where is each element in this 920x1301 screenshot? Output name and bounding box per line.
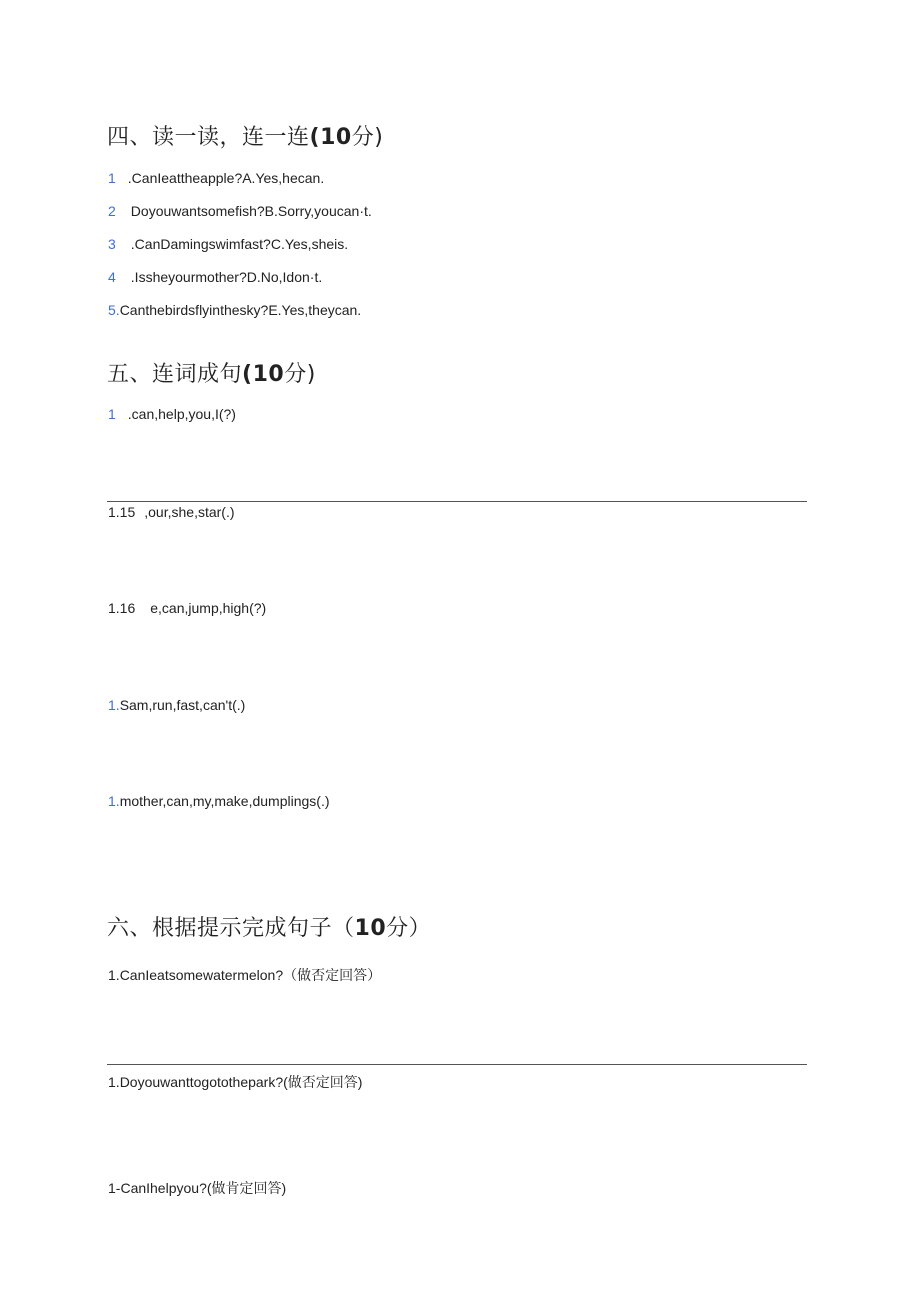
answer-line [107,1064,807,1065]
section-6-title: 六、根据提示完成句子（10分） [107,916,432,941]
match-item-3: 3 .CanDamingswimfast?C.Yes,sheis. [108,236,349,252]
prompt-item-3: 1-CanIhelpyou?(做肯定回答) [108,1180,287,1196]
sentence-item-1: 1 .can,help,you,I(?) [108,406,236,422]
sentence-item-5: 1.mother,can,my,make,dumplings(.) [108,793,330,809]
sentence-item-4: 1.Sam,run,fast,can't(.) [108,697,246,713]
prompt-item-2: 1.Doyouwanttogotothepark?(做否定回答) [108,1074,363,1090]
match-item-1: 1 .CanIeattheapple?A.Yes,hecan. [108,170,325,186]
answer-line [107,501,807,502]
section-5-title: 五、连词成句(10分) [107,362,316,387]
sentence-item-3: 1.16 e,can,jump,high(?) [108,600,267,616]
section-4-title: 四、读一读，连一连(10分) [107,125,384,150]
match-item-2: 2 Doyouwantsomefish?B.Sorry,youcan·t. [108,203,372,219]
match-item-4: 4 .Issheyourmother?D.No,Idon·t. [108,269,323,285]
match-item-5: 5.Canthebirdsflyinthesky?E.Yes,theycan. [108,302,362,318]
prompt-item-1: 1.CanIeatsomewatermelon?（做否定回答） [108,967,382,983]
sentence-item-2: 1.15 ,our,she,star(.) [108,504,235,520]
